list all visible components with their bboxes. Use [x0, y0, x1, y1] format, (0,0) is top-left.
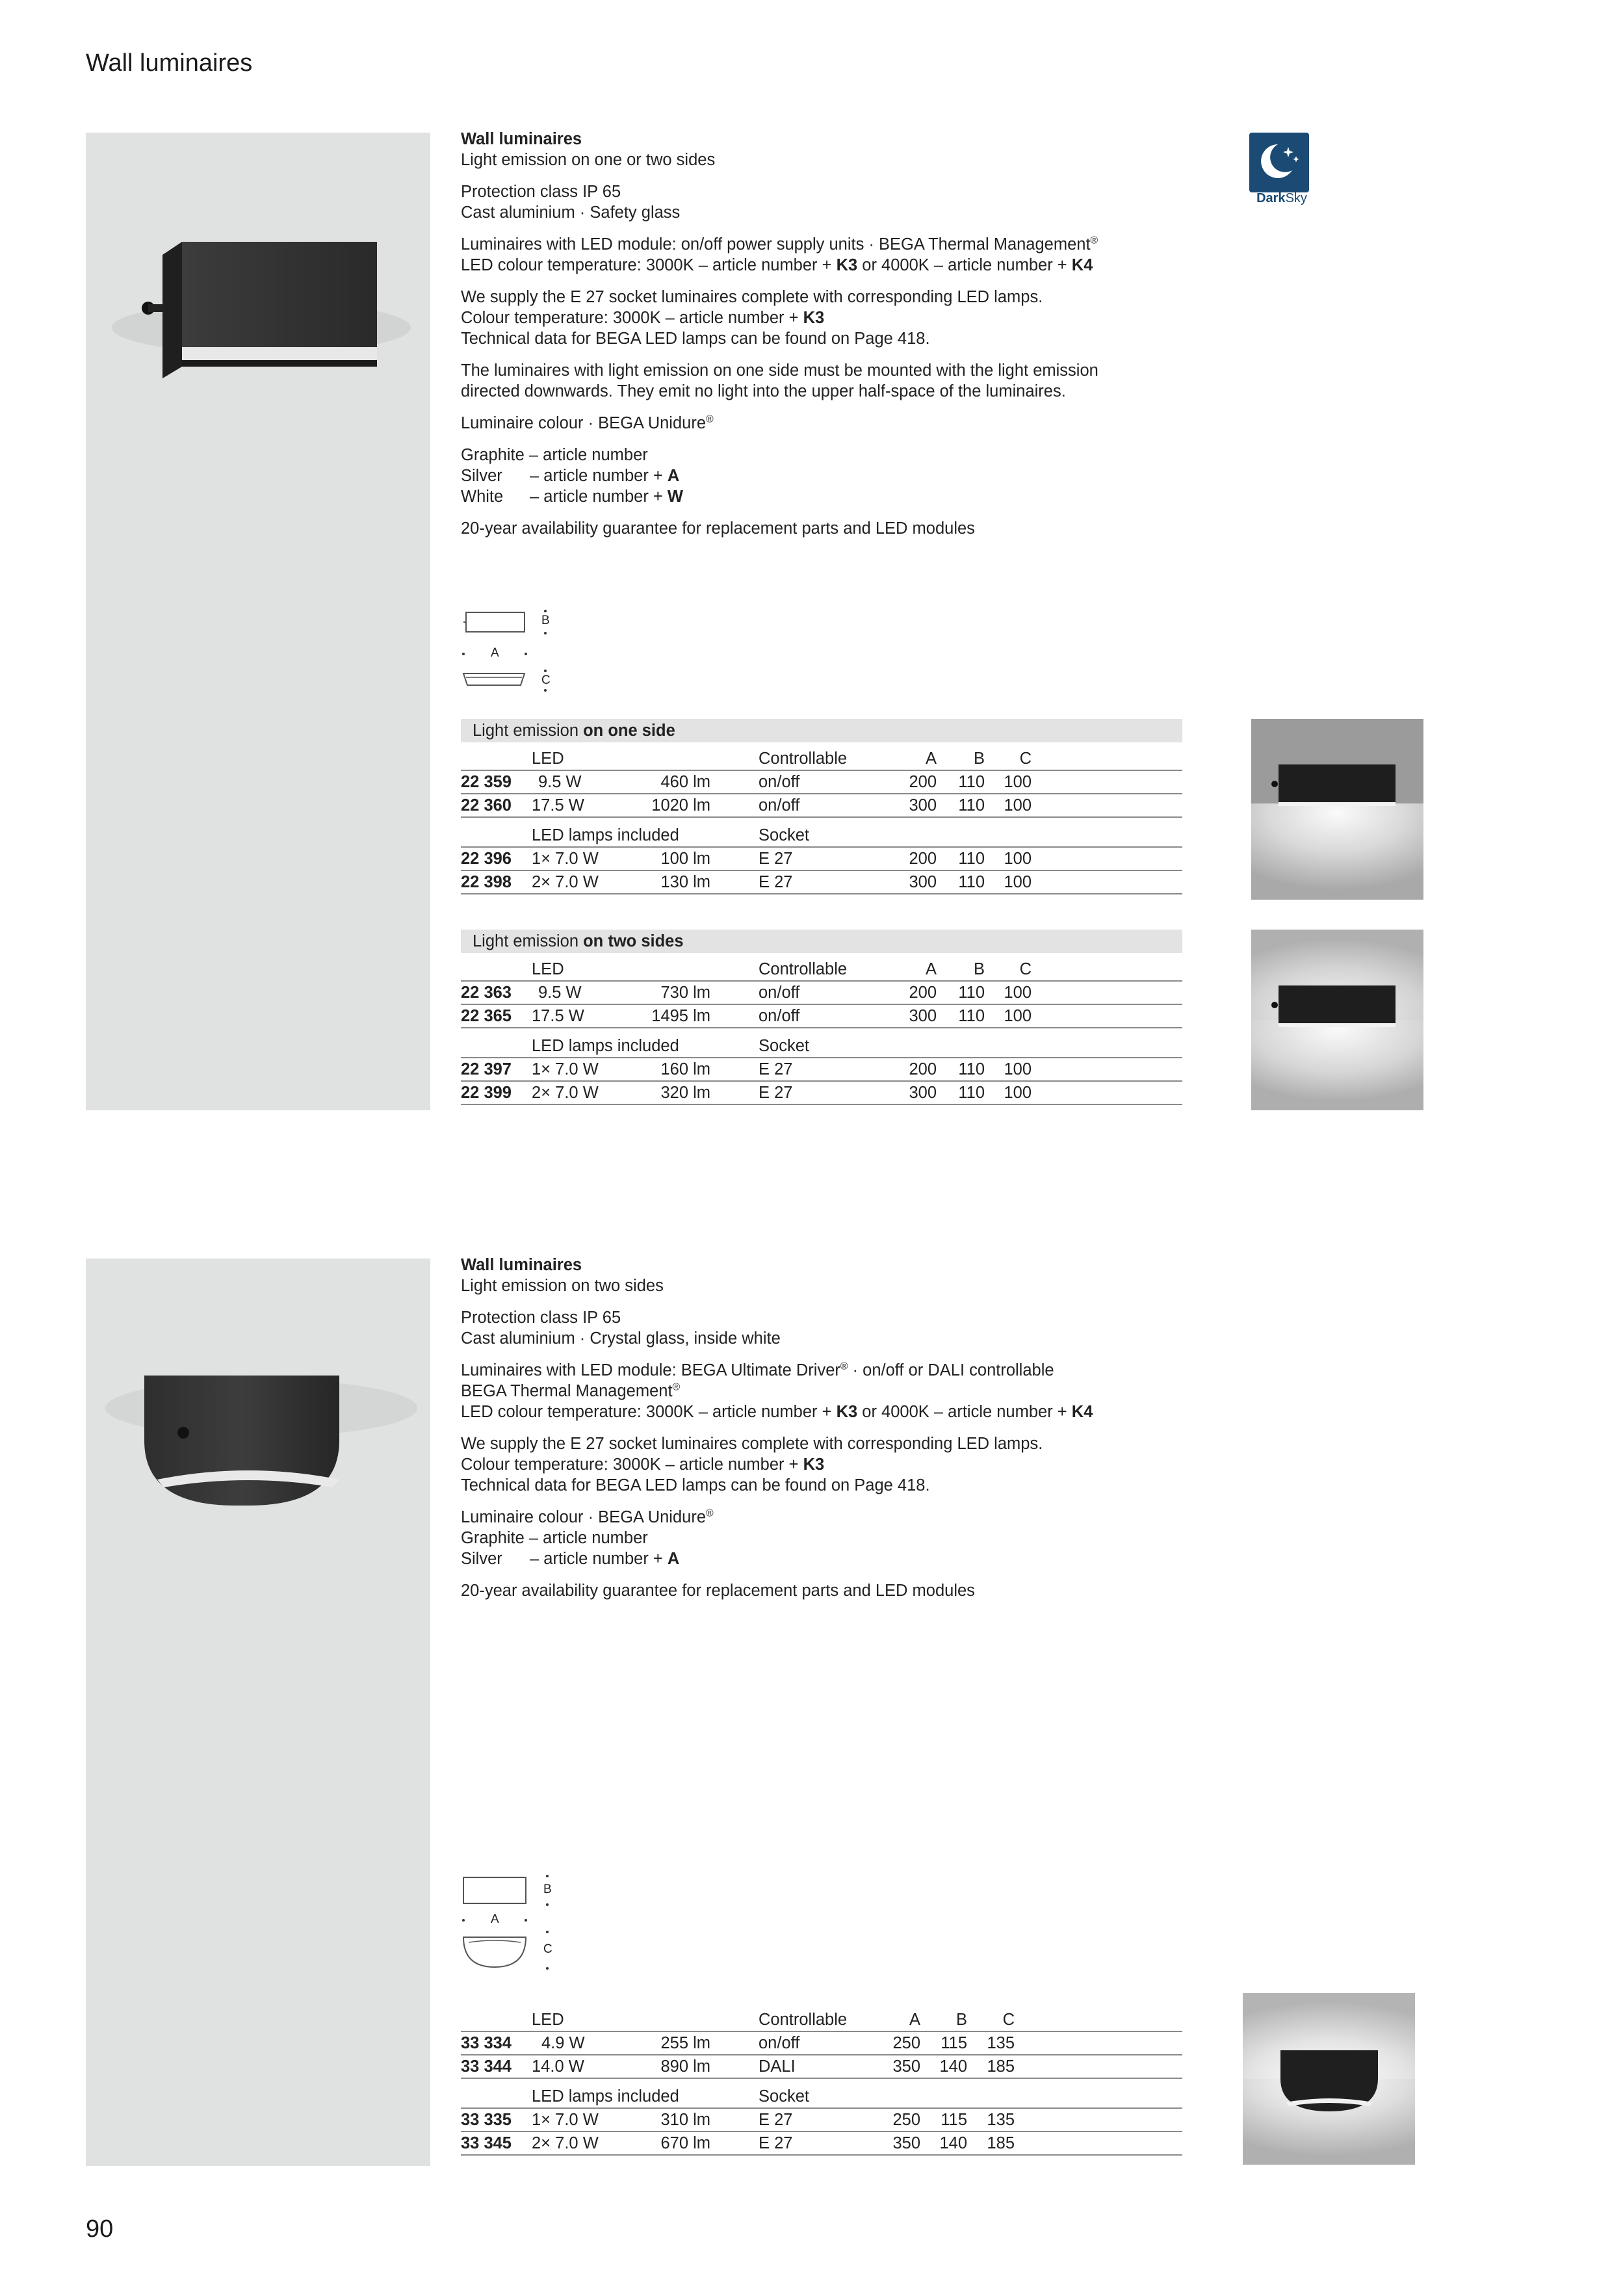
table2: [461, 958, 1182, 1114]
dimension-label-b: B: [543, 1883, 552, 1896]
section2-colour-heading: Luminaire colour · BEGA Unidure®: [461, 1507, 714, 1526]
table1-band: Light emission on one side: [461, 719, 1182, 742]
table-row: 33 334 4.9 W 255 lm on/off 250 115 135: [461, 2032, 1182, 2055]
table-row: 22 396 1× 7.0 W 100 lm E 27 200 110 100: [461, 848, 1182, 871]
section2-led-line1: Luminaires with LED module: BEGA Ultimate Driver® · on/off or DALI controllable: [461, 1361, 1054, 1379]
table-row: 22 360 17.5 W 1020 lm on/off 300 110 100: [461, 794, 1182, 818]
section1-mount-line1: The luminaires with light emission on one side must be mounted with the light emission: [461, 361, 1098, 380]
darksky-badge: [1249, 133, 1309, 192]
section2-guarantee: 20-year availability guarantee for replacement parts and LED modules: [461, 1582, 975, 1600]
table-header-lamps: LED lamps included Socket: [461, 1035, 1182, 1058]
moon-stars-icon: [1249, 133, 1309, 192]
section1-material: Cast aluminium · Safety glass: [461, 203, 681, 222]
table-row: 33 345 2× 7.0 W 670 lm E 27 350 140 185: [461, 2132, 1182, 2156]
section2-subtitle: Light emission on two sides: [461, 1277, 664, 1295]
table-row: 33 335 1× 7.0 W 310 lm E 27 250 115 135: [461, 2109, 1182, 2132]
section2-e27-line3: Technical data for BEGA LED lamps can be found on Page 418.: [461, 1476, 930, 1494]
section2-material: Cast aluminium · Crystal glass, inside white: [461, 1329, 781, 1348]
section2-led-line3: LED colour temperature: 3000K – article number + K3 or 4000K – article number + K4: [461, 1403, 1093, 1421]
table-row: 22 397 1× 7.0 W 160 lm E 27 200 110 100: [461, 1058, 1182, 1082]
dimension-sketch-1: [461, 605, 558, 696]
darksky-label: DarkSky: [1256, 191, 1307, 205]
section1-e27-line2: Colour temperature: 3000K – article number + K3: [461, 309, 825, 327]
table-header-led: LED Controllable A B C: [461, 958, 1182, 982]
section2-protection: Protection class IP 65: [461, 1309, 621, 1327]
table-row: 33 344 14.0 W 890 lm DALI 350 140 185: [461, 2055, 1182, 2079]
dimension-label-c: C: [541, 673, 551, 687]
table2-band: Light emission on two sides: [461, 930, 1182, 953]
section1-e27-line1: We supply the E 27 socket luminaires complete with corresponding LED lamps.: [461, 288, 1043, 306]
section1-colour-silver: Silver – article number + A: [461, 467, 680, 485]
product-photo-panel-2: [86, 1259, 430, 2166]
table-header-led: LED Controllable A B C: [461, 748, 1182, 771]
table3: [461, 2009, 1182, 2165]
section2-e27-line1: We supply the E 27 socket luminaires complete with corresponding LED lamps.: [461, 1435, 1043, 1453]
table-row: 22 363 9.5 W 730 lm on/off 200 110 100: [461, 982, 1182, 1005]
section1-colour-heading: Luminaire colour · BEGA Unidure®: [461, 413, 714, 432]
page-title: Wall luminaires: [86, 49, 253, 77]
table-row: 22 365 17.5 W 1495 lm on/off 300 110 100: [461, 1005, 1182, 1028]
section1-led-line1: Luminaires with LED module: on/off power supply units · BEGA Thermal Management®: [461, 235, 1098, 254]
light-effect-photo-one-side: [1251, 719, 1423, 900]
table-header-lamps: LED lamps included Socket: [461, 824, 1182, 848]
light-effect-photo-rounded: [1243, 1993, 1415, 2165]
section1-subtitle: Light emission on one or two sides: [461, 151, 716, 169]
light-effect-photo-two-sides: [1251, 930, 1423, 1110]
section1-colour-graphite: Graphite – article number: [461, 446, 648, 464]
section1-e27-line3: Technical data for BEGA LED lamps can be found on Page 418.: [461, 330, 930, 348]
table-row: 22 398 2× 7.0 W 130 lm E 27 300 110 100: [461, 871, 1182, 894]
section1-mount-line2: directed downwards. They emit no light into the upper half-space of the luminaires.: [461, 382, 1066, 400]
product-photo-panel-1: [86, 133, 430, 1110]
section1-protection: Protection class IP 65: [461, 183, 621, 201]
section1-heading: Wall luminaires: [461, 130, 582, 148]
dimension-label-a: A: [491, 1912, 499, 1926]
table-header-lamps: LED lamps included Socket: [461, 2085, 1182, 2109]
section2-description: [461, 1255, 1208, 1612]
dimension-label-a: A: [491, 646, 499, 660]
section2-heading: Wall luminaires: [461, 1256, 582, 1274]
page-number: 90: [86, 2215, 114, 2243]
luminaire-downlight-illustration: [1251, 719, 1423, 900]
table-header-led: LED Controllable A B C: [461, 2009, 1182, 2032]
section1-led-line2: LED colour temperature: 3000K – article number + K3 or 4000K – article number + K4: [461, 256, 1093, 274]
wall-luminaire-rounded-photo: [86, 1259, 430, 2166]
rounded-luminaire-up-down-illustration: [1243, 1993, 1415, 2165]
section2-colour-silver: Silver – article number + A: [461, 1550, 680, 1568]
dimension-label-b: B: [541, 614, 550, 627]
section2-led-line2: BEGA Thermal Management®: [461, 1381, 681, 1400]
table-row: 22 359 9.5 W 460 lm on/off 200 110 100: [461, 771, 1182, 794]
dimension-label-c: C: [543, 1942, 552, 1956]
luminaire-up-down-light-illustration: [1251, 930, 1423, 1110]
section1-colour-white: White – article number + W: [461, 488, 683, 506]
table-row: 22 399 2× 7.0 W 320 lm E 27 300 110 100: [461, 1082, 1182, 1105]
dimension-sketch-2: [461, 1871, 558, 1975]
wall-luminaire-rectangular-photo: [86, 133, 430, 1110]
table1: [461, 748, 1182, 904]
section2-e27-line2: Colour temperature: 3000K – article number + K3: [461, 1455, 825, 1474]
section1-description: [461, 129, 1208, 550]
section1-guarantee: 20-year availability guarantee for replacement parts and LED modules: [461, 519, 975, 538]
section2-colour-graphite: Graphite – article number: [461, 1529, 648, 1547]
